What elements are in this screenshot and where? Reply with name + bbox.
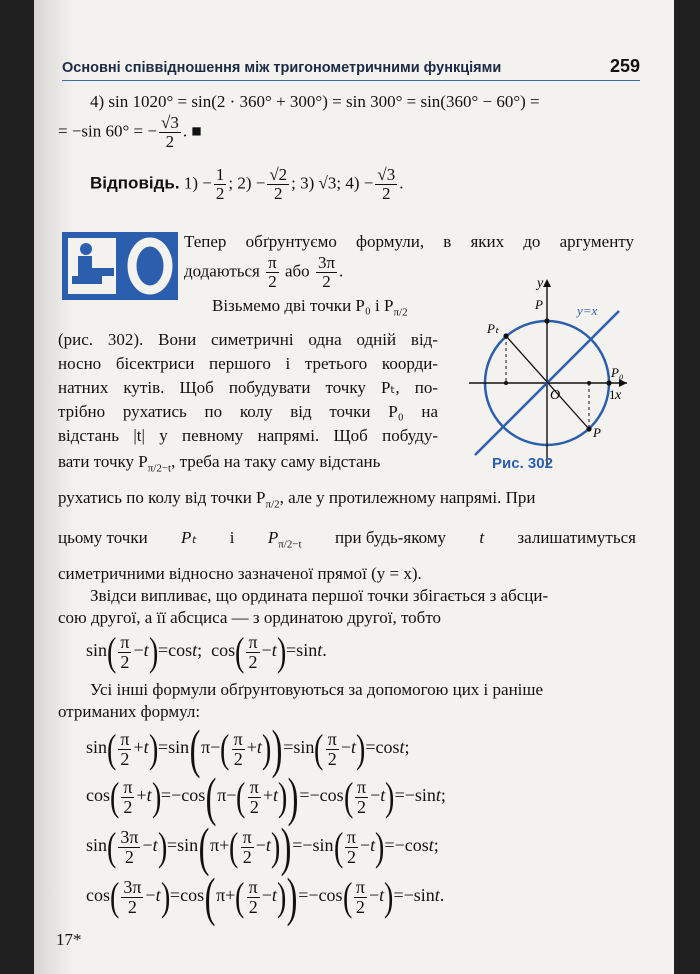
body-text: цьому точки [58,528,148,547]
textbook-page [34,0,674,974]
example-line-2-start: = −sin 60° = − [58,121,157,141]
intro-line-1: Тепер обґрунтуємо формули, в яких до аргументу [184,232,634,251]
body-line-7 [58,452,380,474]
subscript: π/2−t [147,462,172,475]
point-pt-dot [503,333,508,338]
example-line-2-end: . ■ [182,121,202,141]
p0-label: P₀ [611,365,624,380]
theory-icon [62,232,178,300]
frac-den: 2 [268,271,277,291]
unit-label: 1 [609,387,616,402]
intro-end: . [339,261,344,281]
variable-t: t [479,528,485,547]
subscript: π/2 [265,498,280,511]
body-line-13: Усі інші формули обґрунтовуються за допомогою цих і раніше [90,680,544,699]
answer-label: Відповідь. [90,173,180,193]
ppi2t-label: P [593,425,601,440]
formula-4: cos( $\frac{3\pi}{2}$ −t)=cos(π+( $\frac{\pi}{2}$ −t))=−cos( $\frac{\pi}{2}$ −t)=−sint. [86,867,445,927]
body-line-4: натних кутів. Щоб побудувати точку Pₜ, по- [58,378,438,397]
answer-item-3: ; 3) √3; 4) − [291,173,374,193]
projection-dot-2 [587,381,591,385]
body-text: вати точку P [58,452,148,471]
body-line-1 [212,296,408,318]
origin-label: O [550,388,561,403]
point-ppi2-dot [544,318,549,323]
signature-mark: 17* [56,930,82,949]
answer-item-2: ; 2) − [228,173,266,193]
formula-2: cos( $\frac{\pi}{2}$ +t)=−cos(π−( $\frac{\pi}{2}$ +t))=−cos( $\frac{\pi}{2}$ −t)=−sint; [86,767,446,827]
y-arrow-icon [543,279,551,287]
body-text: при будь-якому [334,528,447,547]
body-text: і [229,528,235,547]
frac-num: √2 [269,165,288,184]
intro-or: або [284,261,310,281]
point-p: P [267,528,279,547]
example-line-2 [58,114,202,151]
intro-line-2 [184,254,343,291]
body-line-6: відстань |t| у певному напрямі. Щоб побуду- [58,426,438,445]
body-text: , треба на таку саму відстань [171,452,381,471]
y-axis-label: y [537,276,544,291]
x-arrow-icon [619,379,627,387]
figure-caption: Рис. 302 [492,455,553,472]
point-ppi2t-dot [586,426,591,431]
body-text: рухатись по колу від точки P [58,488,266,507]
body-line-12: сою другої, а її абсциса — з ординатою другої, тобто [58,608,442,627]
body-line-3: носно бісектриси першого і третього коорди- [58,354,438,373]
pt-label: Pₜ [487,321,499,336]
ppi2-label: P [535,297,543,312]
unit-circle-figure [449,275,629,475]
body-line-5: трібно рухатись по колу від точки P₀ на [58,402,438,421]
formula-3: sin( $\frac{3\pi}{2}$ −t)=sin(π+( $\frac{\pi}{2}$ −t))=−sin( $\frac{\pi}{2}$ −t)=−cost; [86,817,439,877]
body-line-8 [58,488,536,510]
answer-end: . [399,173,404,193]
point-pt: Pₜ [181,528,197,547]
point-p0-dot [606,380,611,385]
running-header [62,56,640,81]
body-line-9 [58,528,636,550]
body-text: , але у протилежному напрямі. При [279,488,536,507]
answer-line [90,166,403,203]
formula-0: sin( $\frac{\pi}{2}$ −t)=cost; cos( $\frac{\pi}{2}$ −t)=sint. [86,629,327,674]
intro-text: додаються [184,261,260,281]
x-axis-label: x [615,388,622,403]
frac-den: 2 [215,183,225,203]
body-line-10: симетричними відносно зазначеної прямої (y = x). [58,564,422,583]
projection-dot [504,381,508,385]
subscript: π/2 [393,306,408,319]
bisector-label: y=x [577,303,598,318]
frac-den: 2 [322,271,331,291]
header-title: Основні співвідношення між тригонометричними функціями [62,60,502,76]
body-line-14: отриманих формул: [58,702,201,721]
frac-num: 3π [317,253,336,272]
example-line-1: 4) sin 1020° = sin(2 · 360° + 300°) = sin 300° = sin(360° − 60°) = [90,92,540,111]
body-line-2: (рис. 302). Вони симетричні одна одній від- [58,330,438,349]
frac-den: 2 [274,183,283,203]
frac-num: 1 [215,165,225,184]
frac-den: 2 [382,183,391,203]
page-number: 259 [609,56,640,76]
formula-1: sin( $\frac{\pi}{2}$ +t)=sin(π−( $\frac{\pi}{2}$ +t))=sin( $\frac{\pi}{2}$ −t)=cost; [86,719,410,779]
answer-item-1: 1) − [183,173,212,193]
frac-den: 2 [165,131,175,151]
subscript: π/2−t [278,538,302,551]
frac-num: √3 [377,165,396,184]
body-line-11: Звідси випливає, що ордината першої точки збігається з абсци- [90,586,549,605]
frac-num: √3 [161,113,179,132]
body-text: залишатимуться [517,528,636,547]
frac-num: π [268,253,277,272]
body-text: Візьмемо дві точки P₀ і P [212,296,394,315]
